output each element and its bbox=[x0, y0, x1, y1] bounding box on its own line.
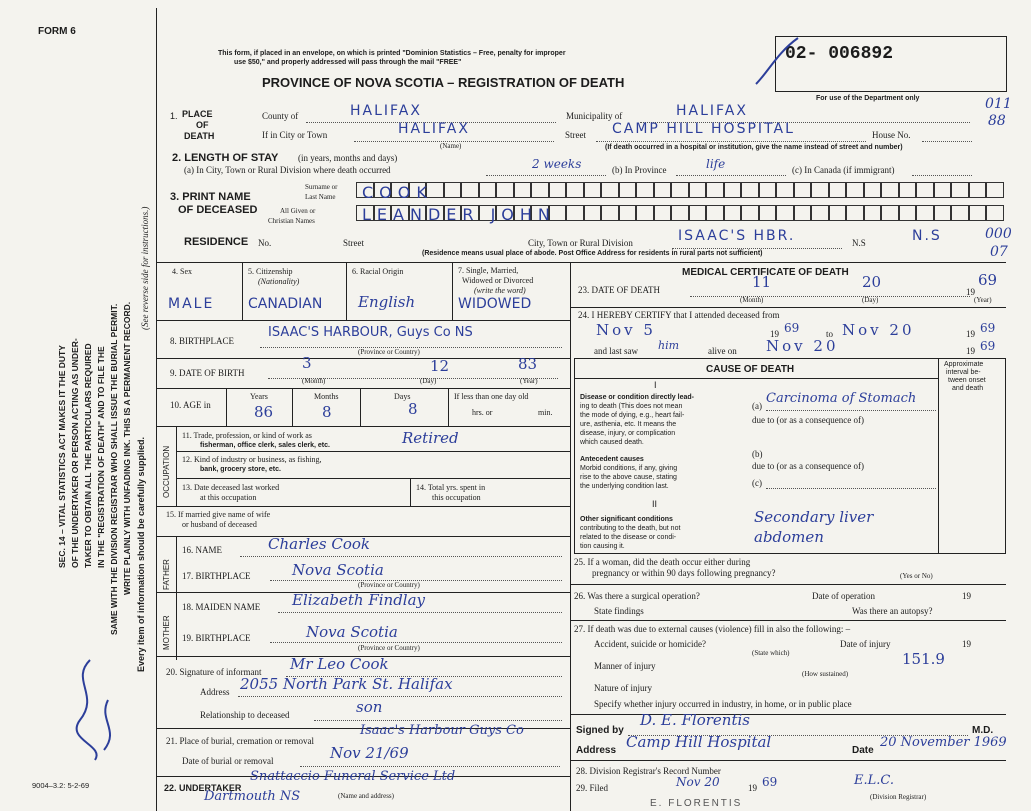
dod-month-unit: (Month) bbox=[740, 296, 764, 304]
stay-a-label: (a) In City, Town or Rural Division where death occurred bbox=[184, 165, 391, 175]
disease-label-1: Disease or condition directly lead- bbox=[580, 394, 694, 401]
place-label-1: PLACE bbox=[182, 109, 213, 119]
q12-line2: bank, grocery store, etc. bbox=[200, 466, 281, 473]
father-birthplace-value: Nova Scotia bbox=[292, 561, 384, 579]
age-days-value: 8 bbox=[408, 400, 418, 418]
stay-sub: (in years, months and days) bbox=[298, 153, 398, 163]
surname-cell bbox=[759, 182, 777, 198]
surname-cell bbox=[706, 182, 724, 198]
given-name-cell bbox=[759, 205, 777, 221]
birthplace-label: 8. BIRTHPLACE bbox=[170, 336, 234, 346]
footer-code: 9004–3.2: 5-2-69 bbox=[32, 781, 90, 790]
stay-a-value: 2 weeks bbox=[532, 157, 582, 171]
given-names-value: LEANDER JOHN bbox=[362, 205, 556, 224]
surname-cell bbox=[741, 182, 759, 198]
given-label-1: All Given or bbox=[280, 207, 316, 215]
city-value: HALIFAX bbox=[398, 121, 470, 137]
signed-by-value: D. E. Florentis bbox=[640, 711, 750, 729]
side-instructions-2: OF THE UNDERTAKER OR PERSON ACTING AS UNDER- bbox=[70, 338, 80, 568]
side-instructions-6: WRITE PLAINLY WITH UNFADING INK. THIS IS A PERMANENT RECORD. bbox=[122, 301, 132, 595]
certify-from-year: 69 bbox=[784, 321, 800, 335]
certify-from: Nov 5 bbox=[596, 321, 656, 339]
age-years-value: 86 bbox=[254, 403, 274, 421]
given-name-cell bbox=[741, 205, 759, 221]
citizenship-label-2: (Nationality) bbox=[258, 277, 300, 286]
alive-year: 69 bbox=[980, 339, 996, 353]
q27-how: (How sustained) bbox=[802, 670, 849, 678]
last-saw-label: and last saw bbox=[594, 346, 638, 356]
stay-b-label: (b) In Province bbox=[612, 165, 667, 175]
city-name-sublabel: (Name) bbox=[440, 142, 462, 150]
given-name-cell bbox=[934, 205, 952, 221]
name-label-2: OF DECEASED bbox=[178, 204, 258, 216]
q25-line2: pregnancy or within 90 days following pregnancy? bbox=[592, 568, 776, 578]
q14-line1: 14. Total yrs. spent in bbox=[416, 483, 486, 492]
surname-cell bbox=[479, 182, 497, 198]
other-value-1: Secondary liver bbox=[754, 508, 874, 526]
hrs-label: hrs. or bbox=[472, 408, 493, 417]
roman-one: I bbox=[654, 380, 657, 390]
given-name-cell bbox=[794, 205, 812, 221]
surname-cell bbox=[531, 182, 549, 198]
q28-label: 28. Division Registrar's Record Number bbox=[576, 766, 721, 776]
surname-cell bbox=[881, 182, 899, 198]
antecedent-label-1: Antecedent causes bbox=[580, 456, 644, 463]
alive-on-value: Nov 20 bbox=[766, 337, 839, 355]
dept-code-2: 88 bbox=[988, 113, 1006, 129]
signed-date-label: Date bbox=[852, 745, 874, 756]
marital-label-3: (write the word) bbox=[474, 286, 526, 295]
q29-registrar-label: (Division Registrar) bbox=[870, 793, 927, 801]
given-name-cell bbox=[986, 205, 1004, 221]
race-label: 6. Racial Origin bbox=[352, 267, 404, 276]
informant-addr-value: 2055 North Park St. Halifax bbox=[240, 675, 453, 693]
undertaker-value-2: Dartmouth NS bbox=[204, 789, 301, 804]
antecedent-label-2: Morbid conditions, if any, giving bbox=[580, 465, 678, 472]
given-name-cell bbox=[619, 205, 637, 221]
father-name-label: 16. NAME bbox=[182, 545, 222, 555]
street-value: CAMP HILL HOSPITAL bbox=[612, 121, 795, 137]
given-name-cell bbox=[654, 205, 672, 221]
interval-label-4: and death bbox=[952, 385, 984, 392]
certify-from-y19: 19 bbox=[770, 329, 779, 339]
surname-cell bbox=[846, 182, 864, 198]
surname-cell bbox=[601, 182, 619, 198]
surname-cell bbox=[724, 182, 742, 198]
dob-day: 12 bbox=[430, 357, 450, 375]
cause-a-value: Carcinoma of Stomach bbox=[766, 391, 917, 406]
q27-accident: Accident, suicide or homicide? bbox=[594, 639, 706, 649]
surname-value: COOK bbox=[362, 183, 433, 202]
registration-number: 02- 006892 bbox=[785, 44, 894, 64]
q26-operation: 26. Was there a surgical operation? bbox=[574, 591, 700, 601]
dept-code-3: 000 bbox=[985, 226, 1012, 242]
dob-month: 3 bbox=[302, 354, 312, 372]
surname-cell bbox=[916, 182, 934, 198]
citizenship-label-1: 5. Citizenship bbox=[248, 267, 293, 276]
informant-addr-label: Address bbox=[200, 687, 230, 697]
given-name-cell bbox=[829, 205, 847, 221]
q14-line2: this occupation bbox=[432, 493, 481, 502]
surname-label-2: Last Name bbox=[305, 193, 336, 201]
due-to-b: due to (or as a consequence of) bbox=[752, 461, 864, 471]
disease-label-5: disease, injury, or complication bbox=[580, 430, 676, 437]
other-label-2: contributing to the death, but not bbox=[580, 525, 681, 532]
residence-city-value: ISAAC'S HBR. bbox=[678, 228, 796, 244]
q29-year: 69 bbox=[762, 775, 778, 789]
place-label-3: DEATH bbox=[184, 131, 215, 141]
q11-line1: 11. Trade, profession, or kind of work as bbox=[182, 431, 312, 440]
medical-title: MEDICAL CERTIFICATE OF DEATH bbox=[682, 267, 849, 278]
interval-label-2: interval be- bbox=[946, 369, 981, 376]
residence-note: (Residence means usual place of abode. Post Office Address for residents in rural parts not sufficient) bbox=[422, 250, 763, 257]
stay-c-label: (c) In Canada (if immigrant) bbox=[792, 165, 895, 175]
min-label: min. bbox=[538, 408, 553, 417]
dod-yr19: 19 bbox=[966, 287, 975, 297]
q26-19: 19 bbox=[962, 591, 971, 601]
street-label: Street bbox=[565, 130, 586, 140]
residence-street-label: Street bbox=[343, 238, 364, 248]
place-label-2: OF bbox=[196, 120, 209, 130]
dod-day: 20 bbox=[862, 273, 882, 291]
undertaker-label: 22. UNDERTAKER bbox=[164, 783, 242, 793]
cause-title: CAUSE OF DEATH bbox=[706, 364, 795, 375]
disease-label-6: which caused death. bbox=[580, 439, 644, 446]
dob-year-unit: (Year) bbox=[520, 377, 538, 385]
given-name-cell bbox=[969, 205, 987, 221]
antecedent-label-3: rise to the above cause, stating bbox=[580, 474, 677, 481]
surname-cell bbox=[794, 182, 812, 198]
date-of-death-label: 23. DATE OF DEATH bbox=[578, 285, 660, 295]
form-label: FORM 6 bbox=[38, 26, 76, 37]
stay-b-value: life bbox=[706, 157, 726, 171]
form-title: PROVINCE OF NOVA SCOTIA – REGISTRATION OF DEATH bbox=[262, 75, 625, 90]
q12-line1: 12. Kind of industry or business, as fishing, bbox=[182, 455, 322, 464]
disease-label-2: ing to death (This does not mean bbox=[580, 403, 683, 410]
given-name-cell bbox=[864, 205, 882, 221]
q13-line1: 13. Date deceased last worked bbox=[182, 483, 280, 492]
undertaker-sublabel: (Name and address) bbox=[338, 792, 394, 800]
surname-cell bbox=[864, 182, 882, 198]
age-label: 10. AGE in bbox=[170, 400, 211, 410]
given-name-cell bbox=[601, 205, 619, 221]
q27-specify: Specify whether injury occurred in industry, in home, or in public place bbox=[594, 699, 852, 709]
q27-state: (State which) bbox=[752, 649, 790, 657]
typed-physician-name: E. FLORENTIS bbox=[650, 798, 743, 809]
md-label: M.D. bbox=[972, 725, 994, 736]
dod-month: 11 bbox=[752, 273, 772, 291]
mailing-notice-2: use $50," and properly addressed will pass through the mail "FREE" bbox=[234, 59, 462, 66]
sex-value: MALE bbox=[168, 296, 215, 312]
signed-date-value: 20 November 1969 bbox=[880, 735, 1007, 750]
municipality-label: Municipality of bbox=[566, 111, 623, 121]
q29-19: 19 bbox=[748, 783, 757, 793]
given-name-cell bbox=[584, 205, 602, 221]
surname-cell bbox=[549, 182, 567, 198]
residence-province-label: N.S bbox=[852, 238, 866, 248]
certify-till-y19: 19 bbox=[966, 329, 975, 339]
q27-manner: Manner of injury bbox=[594, 661, 656, 671]
municipality-value: HALIFAX bbox=[676, 103, 748, 119]
q25-line1: 25. If a woman, did the death occur either during bbox=[574, 557, 751, 567]
burial-date-value: Nov 21/69 bbox=[330, 744, 409, 762]
marital-label-1: 7. Single, Married, bbox=[458, 266, 519, 275]
other-value-2: abdomen bbox=[754, 528, 824, 546]
county-label: County of bbox=[262, 111, 299, 121]
cause-b-label: (b) bbox=[752, 449, 763, 459]
q11-line2: fisherman, office clerk, sales clerk, etc. bbox=[200, 442, 330, 449]
house-number-label: House No. bbox=[872, 130, 911, 140]
certify-label: 24. I HEREBY CERTIFY that I attended deceased from bbox=[578, 310, 780, 320]
department-use-label: For use of the Department only bbox=[816, 95, 920, 102]
age-months-value: 8 bbox=[322, 403, 332, 421]
dept-code-1: 011 bbox=[985, 96, 1012, 112]
father-name-value: Charles Cook bbox=[268, 535, 371, 553]
q15-line1: 15. If married give name of wife bbox=[166, 510, 271, 519]
mother-maiden-value: Elizabeth Findlay bbox=[292, 591, 426, 609]
cause-c-label: (c) bbox=[752, 478, 762, 488]
burial-date-label: Date of burial or removal bbox=[182, 756, 274, 766]
father-birthplace-label: 17. BIRTHPLACE bbox=[182, 571, 251, 581]
certify-to-label: to bbox=[826, 329, 834, 339]
side-instructions-5: SAME WITH THE DIVISION REGISTRAR WHO SHALL ISSUE THE BURIAL PERMIT. bbox=[109, 303, 119, 635]
surname-cell bbox=[986, 182, 1004, 198]
q15-line2: or husband of deceased bbox=[182, 520, 257, 529]
undertaker-value: Snattaccio Funeral Service Ltd bbox=[250, 769, 456, 784]
surname-cell bbox=[951, 182, 969, 198]
surname-cell bbox=[671, 182, 689, 198]
q27-nature: Nature of injury bbox=[594, 683, 652, 693]
certify-till-year: 69 bbox=[980, 321, 996, 335]
residence-no-label: No. bbox=[258, 238, 272, 248]
alive-on-label: alive on bbox=[708, 346, 737, 356]
other-label-3: related to the disease or condi- bbox=[580, 534, 677, 541]
q13-line2: at this occupation bbox=[200, 493, 257, 502]
surname-cell bbox=[444, 182, 462, 198]
antecedent-label-4: the underlying condition last. bbox=[580, 483, 669, 490]
given-label-2: Christian Names bbox=[268, 217, 315, 225]
relationship-label: Relationship to deceased bbox=[200, 710, 290, 720]
given-name-cell bbox=[636, 205, 654, 221]
interval-label-1: Approximate bbox=[944, 361, 984, 368]
section-divider bbox=[570, 262, 571, 811]
residence-province-value: N.S bbox=[912, 228, 942, 244]
given-name-cell bbox=[566, 205, 584, 221]
birthplace-sublabel: (Province or Country) bbox=[358, 348, 420, 356]
dod-year-unit: (Year) bbox=[974, 296, 992, 304]
surname-cell bbox=[514, 182, 532, 198]
scribble-mark bbox=[748, 32, 808, 92]
dod-day-unit: (Day) bbox=[862, 296, 879, 304]
surname-cell bbox=[654, 182, 672, 198]
surname-cell bbox=[829, 182, 847, 198]
signed-address-value: Camp Hill Hospital bbox=[626, 733, 772, 751]
residence-city-label: City, Town or Rural Division bbox=[528, 238, 633, 248]
cause-a-label: (a) bbox=[752, 401, 762, 411]
given-name-cell bbox=[916, 205, 934, 221]
under-day-label: If less than one day old bbox=[454, 392, 529, 401]
given-name-cell bbox=[846, 205, 864, 221]
signature-scribble-left bbox=[60, 640, 130, 770]
city-label: If in City or Town bbox=[262, 130, 328, 140]
mother-bp-sublabel: (Province or Country) bbox=[358, 644, 420, 652]
q27-date-injury: Date of injury bbox=[840, 639, 891, 649]
surname-label-1: Surname or bbox=[305, 183, 338, 191]
certify-till: Nov 20 bbox=[842, 321, 915, 339]
side-note: Every item of information should be carefully supplied. bbox=[136, 436, 146, 672]
dob-label: 9. DATE OF BIRTH bbox=[170, 368, 245, 378]
dob-year: 83 bbox=[518, 355, 538, 373]
citizenship-value: CANADIAN bbox=[248, 296, 323, 312]
mother-birthplace-value: Nova Scotia bbox=[306, 623, 398, 641]
q29-registrar: E.L.C. bbox=[854, 773, 895, 788]
q26-date: Date of operation bbox=[812, 591, 875, 601]
mother-birthplace-label: 19. BIRTHPLACE bbox=[182, 633, 251, 643]
name-label-1: 3. PRINT NAME bbox=[170, 191, 251, 203]
surname-cell bbox=[461, 182, 479, 198]
alive-y19: 19 bbox=[966, 346, 975, 356]
burial-place-value: Isaac's Harbour Guys Co bbox=[360, 723, 524, 738]
given-name-cell bbox=[776, 205, 794, 221]
surname-cell bbox=[776, 182, 794, 198]
mother-side-label: MOTHER bbox=[162, 615, 171, 650]
father-side-label: FATHER bbox=[162, 559, 171, 590]
sex-label: 4. Sex bbox=[172, 267, 192, 276]
surname-cell bbox=[619, 182, 637, 198]
stay-label: 2. LENGTH OF STAY bbox=[172, 152, 279, 164]
other-label-1: Other significant conditions bbox=[580, 516, 673, 523]
surname-cell bbox=[566, 182, 584, 198]
side-instructions-1: SEC. 14 – VITAL STATISTICS ACT MAKES IT THE DUTY bbox=[57, 345, 67, 568]
due-to-a: due to (or as a consequence of) bbox=[752, 415, 864, 425]
dob-month-unit: (Month) bbox=[302, 377, 326, 385]
institution-note: (If death occurred in a hospital or institution, give the name instead of street and number) bbox=[605, 144, 903, 151]
informant-sig-label: 20. Signature of informant bbox=[166, 667, 262, 677]
father-bp-sublabel: (Province or Country) bbox=[358, 581, 420, 589]
surname-cell bbox=[811, 182, 829, 198]
other-label-4: tion causing it. bbox=[580, 543, 625, 550]
race-value: English bbox=[358, 293, 416, 311]
surname-cell bbox=[584, 182, 602, 198]
marital-value: WIDOWED bbox=[458, 296, 532, 312]
disease-label-4: ure, asthenia, etc. It means the bbox=[580, 421, 677, 428]
dept-code-4: 07 bbox=[990, 244, 1008, 260]
disease-label-3: the mode of dying, e.g., heart fail- bbox=[580, 412, 685, 419]
left-margin-rule bbox=[156, 8, 157, 811]
surname-cell bbox=[636, 182, 654, 198]
roman-two: II bbox=[652, 499, 658, 509]
county-value: HALIFAX bbox=[350, 103, 422, 119]
side-note-2: (See reverse side for instructions.) bbox=[140, 206, 150, 330]
signed-address-label: Address bbox=[576, 745, 617, 756]
interval-label-3: tween onset bbox=[948, 377, 986, 384]
yes-no-label: (Yes or No) bbox=[900, 572, 933, 580]
given-name-cell bbox=[951, 205, 969, 221]
given-name-cell bbox=[881, 205, 899, 221]
dod-year: 69 bbox=[978, 271, 998, 289]
burial-place-label: 21. Place of burial, cremation or removal bbox=[166, 736, 314, 746]
mother-maiden-label: 18. MAIDEN NAME bbox=[182, 602, 261, 612]
given-name-cell bbox=[724, 205, 742, 221]
q27-label: 27. If death was due to external causes (violence) fill in also the following: – bbox=[574, 624, 851, 634]
given-name-cell bbox=[706, 205, 724, 221]
q26-findings: State findings bbox=[594, 606, 644, 616]
surname-cell bbox=[899, 182, 917, 198]
age-years-label: Years bbox=[250, 392, 268, 401]
q1-number: 1. bbox=[170, 111, 178, 121]
surname-cell bbox=[689, 182, 707, 198]
side-instructions-4: IN THE "REGISTRATION OF DEATH" AND TO FILE THE bbox=[96, 346, 106, 568]
side-instructions-3: TAKER TO OBTAIN ALL THE PARTICULARS REQUIRED bbox=[83, 343, 93, 568]
q26-autopsy: Was there an autopsy? bbox=[852, 606, 933, 616]
surname-cell bbox=[496, 182, 514, 198]
last-saw-him: him bbox=[658, 339, 680, 352]
marital-label-2: Widowed or Divorced bbox=[462, 276, 534, 285]
surname-cell bbox=[934, 182, 952, 198]
q29-month: Nov 20 bbox=[676, 775, 720, 789]
q29-label: 29. Filed bbox=[576, 783, 609, 793]
given-name-cell bbox=[671, 205, 689, 221]
q27-19: 19 bbox=[962, 639, 971, 649]
q27-code: 151.9 bbox=[902, 650, 945, 668]
given-name-cell bbox=[811, 205, 829, 221]
surname-cell bbox=[969, 182, 987, 198]
q11-value: Retired bbox=[402, 429, 459, 447]
birthplace-value: ISAAC'S HARBOUR, Guys Co NS bbox=[268, 325, 473, 340]
given-name-cell bbox=[689, 205, 707, 221]
relationship-value: son bbox=[356, 698, 383, 716]
mailing-notice-1: This form, if placed in an envelope, on which is printed "Dominion Statistics – Free, penalty for improper bbox=[218, 50, 566, 57]
residence-label: RESIDENCE bbox=[184, 236, 249, 248]
occupation-side-label: OCCUPATION bbox=[162, 445, 171, 498]
informant-sig-value: Mr Leo Cook bbox=[290, 655, 389, 673]
age-months-label: Months bbox=[314, 392, 339, 401]
signed-by-label: Signed by bbox=[576, 725, 624, 736]
dob-day-unit: (Day) bbox=[420, 377, 437, 385]
given-name-cell bbox=[899, 205, 917, 221]
age-days-label: Days bbox=[394, 392, 411, 401]
